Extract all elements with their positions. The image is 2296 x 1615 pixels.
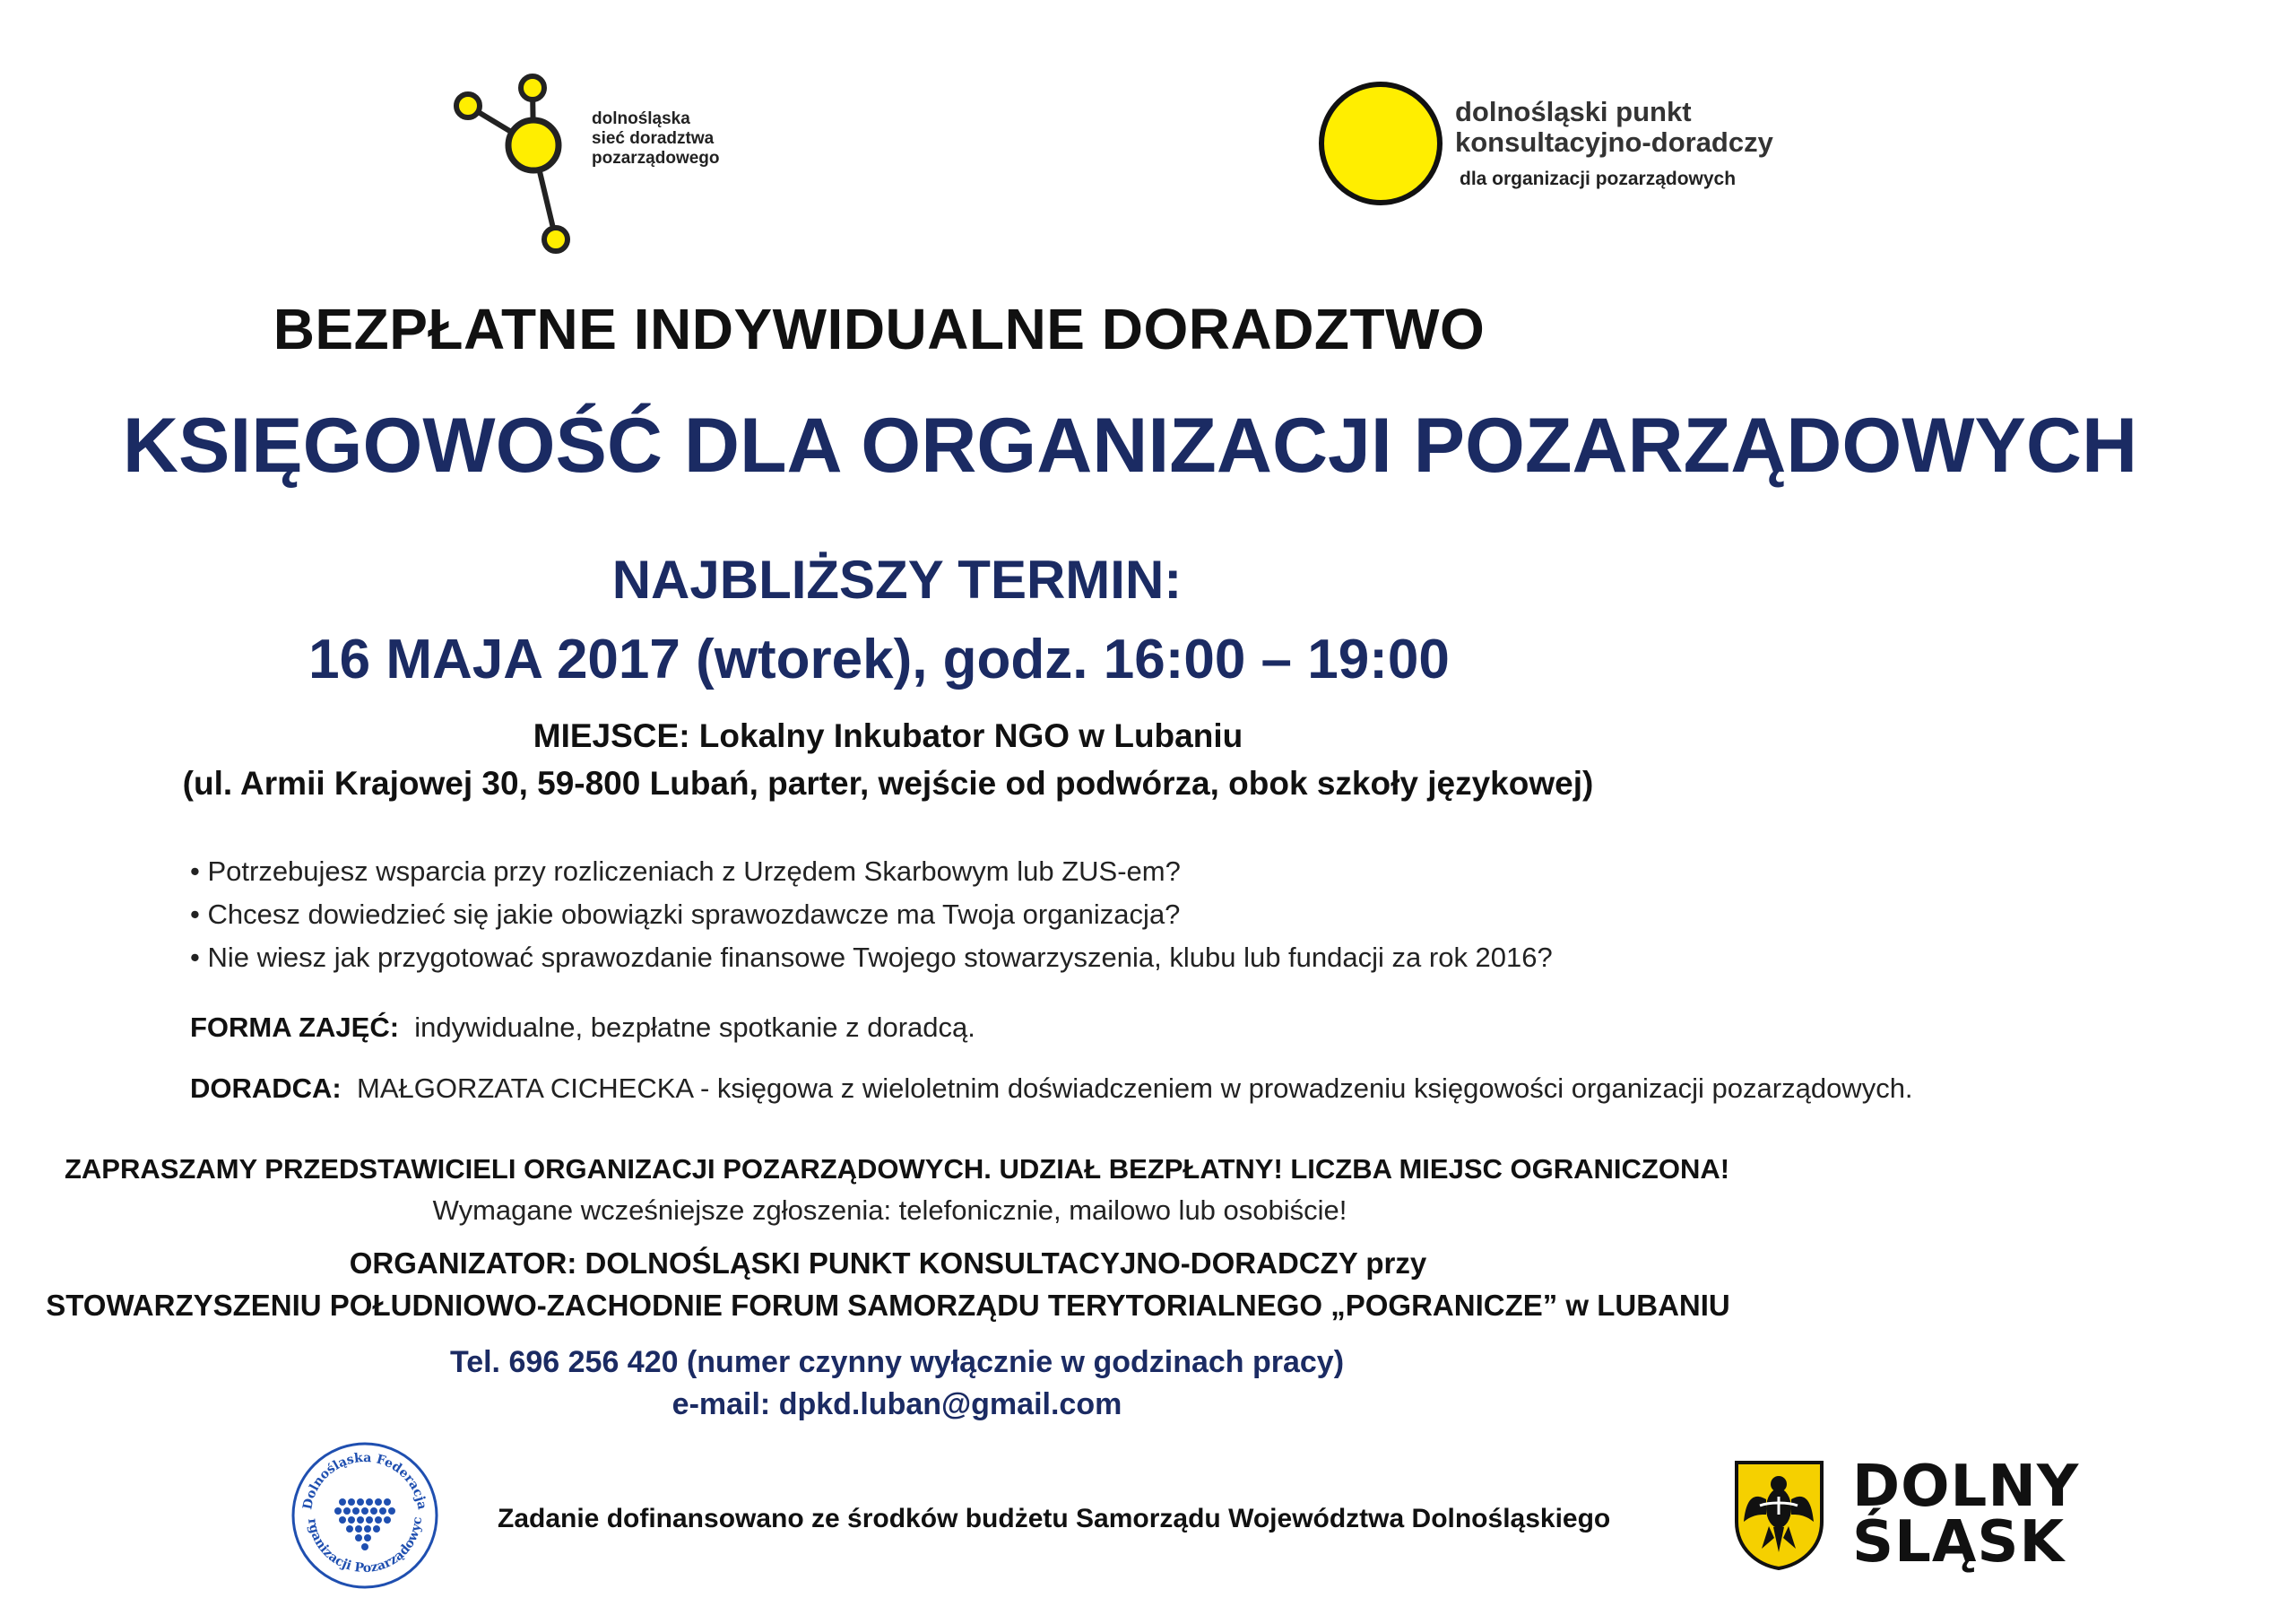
heading-next-date-label: NAJBLIŻSZY TERMIN: bbox=[611, 550, 1183, 610]
eagle-crest-icon bbox=[1733, 1459, 1825, 1571]
forma-label: FORMA ZAJĘĆ: bbox=[190, 1012, 400, 1043]
point-logo-line3: dla organizacji pozarządowych bbox=[1460, 169, 1737, 189]
network-logo-icon bbox=[439, 56, 592, 266]
list-item: • Nie wiesz jak przygotować sprawozdanie finansowe Twojego stowarzyszenia, klubu lub fundacji za rok 2016? bbox=[190, 942, 1553, 973]
list-item: • Chcesz dowiedzieć się jakie obowiązki sprawozdawcze ma Twoja organizacja? bbox=[190, 899, 1181, 930]
place-address: (ul. Armii Krajowej 30, 59-800 Lubań, parter, wejście od podwórza, obok szkoły językowej) bbox=[182, 765, 1594, 802]
federation-logo bbox=[289, 1439, 441, 1592]
funding-note: Zadanie dofinansowano ze środków budżetu Samorządu Województwa Dolnośląskiego bbox=[498, 1504, 1611, 1533]
dolny-slask-line2: ŚLĄSK bbox=[1852, 1509, 2066, 1576]
heading-next-date: 16 MAJA 2017 (wtorek), godz. 16:00 – 19:00 bbox=[308, 629, 1450, 690]
organizer-line2: STOWARZYSZENIU POŁUDNIOWO-ZACHODNIE FORUM SAMORZĄDU TERYTORIALNEGO „POGRANICZE” w LUBANIU bbox=[46, 1289, 1730, 1322]
dolny-slask-logo bbox=[1852, 1454, 2080, 1576]
network-logo-line3: pozarządowego bbox=[592, 149, 720, 168]
forma-zajec bbox=[190, 1012, 975, 1044]
point-logo-line1: dolnośląski punkt bbox=[1455, 96, 1692, 127]
forma-value: indywidualne, bezpłatne spotkanie z doradcą. bbox=[414, 1012, 975, 1043]
federation-top-text: Dolnośląska Federacja bbox=[300, 1450, 429, 1511]
consulting-point-logo bbox=[1316, 79, 1818, 213]
point-logo-line2: konsultacyjno-doradczy bbox=[1455, 126, 1773, 158]
contact-phone: Tel. 696 256 420 (numer czynny wyłącznie w godzinach pracy) bbox=[449, 1345, 1345, 1379]
heading-accounting: KSIĘGOWOŚĆ DLA ORGANIZACJI POZARZĄDOWYCH bbox=[122, 403, 2138, 489]
organizer-line1: ORGANIZATOR: DOLNOŚLĄSKI PUNKT KONSULTACYJNO-DORADCZY przy bbox=[349, 1246, 1427, 1280]
network-logo-line1: dolnośląska bbox=[592, 109, 690, 128]
invitation-text: ZAPRASZAMY PRZEDSTAWICIELI ORGANIZACJI POZARZĄDOWYCH. UDZIAŁ BEZPŁATNY! LICZBA MIEJSC OGRANICZONA! bbox=[64, 1153, 1730, 1185]
federation-bottom-text: rganizacji Pozarządowyc bbox=[305, 1515, 426, 1576]
doradca-value: MAŁGORZATA CICHECKA - księgowa z wieloletnim doświadczeniem w prowadzeniu księgowości organizacji pozarządowych. bbox=[357, 1072, 1913, 1104]
question-list bbox=[190, 850, 1553, 979]
network-logo bbox=[439, 56, 780, 266]
dolny-slask-line1: DOLNY bbox=[1852, 1454, 2080, 1520]
place-name: MIEJSCE: Lokalny Inkubator NGO w Lubaniu bbox=[533, 717, 1243, 754]
list-item: • Potrzebujesz wsparcia przy rozliczeniach z Urzędem Skarbowym lub ZUS-em? bbox=[190, 855, 1181, 887]
network-logo-line2: sieć doradztwa bbox=[592, 129, 715, 148]
registration-required-text: Wymagane wcześniejsze zgłoszenia: telefonicznie, mailowo lub osobiście! bbox=[432, 1194, 1347, 1226]
heading-free-advice: BEZPŁATNE INDYWIDUALNE DORADZTWO bbox=[273, 297, 1486, 361]
doradca bbox=[190, 1072, 1913, 1105]
doradca-label: DORADCA: bbox=[190, 1072, 342, 1104]
yellow-circle-icon bbox=[1316, 79, 1451, 213]
contact-email[interactable]: e-mail: dpkd.luban@gmail.com bbox=[671, 1387, 1122, 1421]
federation-seal-icon bbox=[289, 1439, 441, 1592]
